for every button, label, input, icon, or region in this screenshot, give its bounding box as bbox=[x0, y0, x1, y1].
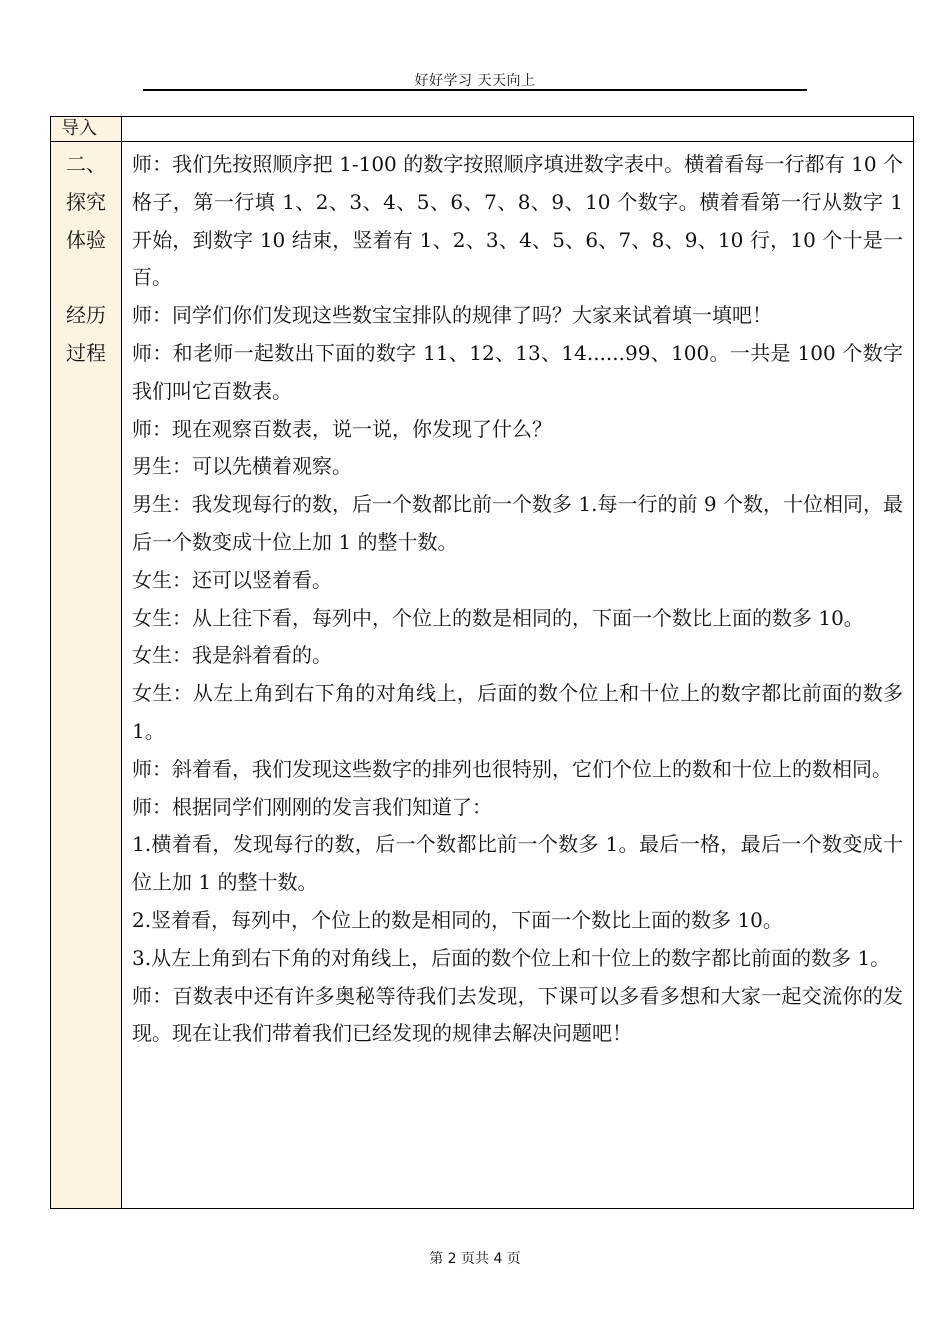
section-label-cell bbox=[51, 142, 122, 1209]
paragraph: 师：同学们你们发现这些数宝宝排队的规律了吗？大家来试着填一填吧！ bbox=[132, 303, 772, 328]
lesson-plan-table bbox=[50, 116, 914, 1209]
intro-label: 导入 bbox=[61, 118, 97, 139]
paragraph: 师：和老师一起数出下面的数字 11、12、13、14......99、100。一共是 100 个数字我们叫它百数表。 bbox=[132, 340, 903, 403]
paragraph: 女生：我是斜着看的。 bbox=[132, 643, 332, 668]
paragraph: 师：我们先按照顺序把 1-100 的数字按照顺序填进数字表中。横着看每一行都有 10 个格子，第一行填 1、2、3、4、5、6、7、8、9、10 个数字。横着看第一行从数字 1 开始，到数字 10 结束，竖着有 1、2、3、4、5、6、7、8、9、10 行，10 个十是一百。 bbox=[132, 152, 903, 290]
section-label-line: 经历 bbox=[66, 303, 106, 328]
table-row-main bbox=[51, 142, 914, 1209]
paragraph: 男生：我发现每行的数，后一个数都比前一个数多 1.每一行的前 9 个数，十位相同，最后一个数变成十位上加 1 的整十数。 bbox=[132, 492, 903, 554]
section-label-line: 体验 bbox=[66, 227, 106, 252]
table-row-intro bbox=[51, 117, 914, 142]
section-label-line: 探究 bbox=[66, 189, 106, 214]
section-label-line: 过程 bbox=[66, 340, 106, 365]
intro-content-cell bbox=[122, 117, 914, 142]
paragraph: 1.横着看，发现每行的数，后一个数都比前一个数多 1。最后一格，最后一个数变成十位上加 1 的整十数。 bbox=[132, 832, 903, 895]
paragraph: 2.竖着看，每列中，个位上的数是相同的，下面一个数比上面的数多 10。 bbox=[132, 907, 783, 932]
paragraph: 师：百数表中还有许多奥秘等待我们去发现，下课可以多看多想和大家一起交流你的发现。现在让我们带着我们已经发现的规律去解决问题吧！ bbox=[132, 983, 903, 1046]
lesson-body bbox=[122, 142, 913, 1053]
intro-label-cell bbox=[51, 117, 122, 142]
section-label bbox=[51, 142, 121, 373]
paragraph: 师：现在观察百数表，说一说，你发现了什么？ bbox=[132, 416, 552, 441]
section-content-cell bbox=[122, 142, 914, 1209]
paragraph: 女生：还可以竖着看。 bbox=[132, 567, 332, 592]
header-divider bbox=[143, 89, 807, 91]
section-label-spacer bbox=[51, 259, 121, 297]
page-number: 第 2 页共 4 页 bbox=[429, 1251, 521, 1267]
paragraph: 女生：从上往下看，每列中，个位上的数是相同的，下面一个数比上面的数多 10。 bbox=[132, 605, 864, 630]
paragraph: 3.从左上角到右下角的对角线上，后面的数个位上和十位上的数字都比前面的数多 1。 bbox=[132, 945, 891, 970]
paragraph: 男生：可以先横着观察。 bbox=[132, 454, 352, 479]
paragraph: 女生：从左上角到右下角的对角线上，后面的数个位上和十位上的数字都比前面的数多 1。 bbox=[132, 681, 903, 743]
section-label-line: 二、 bbox=[66, 152, 106, 176]
paragraph: 师：斜着看，我们发现这些数字的排列也很特别，它们个位上的数和十位上的数相同。 bbox=[132, 756, 892, 781]
page-header-title: 好好学习 天天向上 bbox=[414, 73, 536, 89]
paragraph: 师：根据同学们刚刚的发言我们知道了： bbox=[132, 794, 492, 819]
